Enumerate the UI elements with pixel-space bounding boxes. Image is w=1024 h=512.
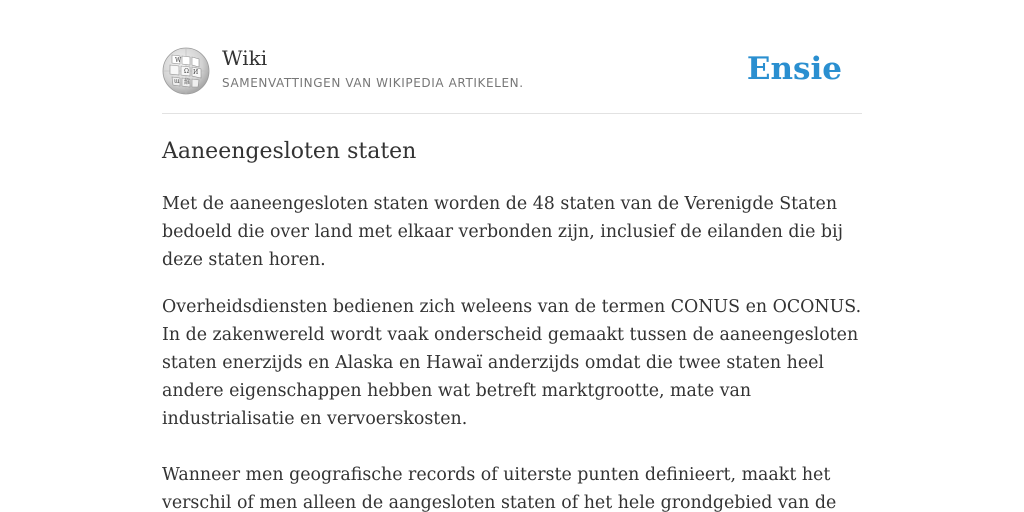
article-paragraph: Overheidsdiensten bedienen zich weleens van de termen CONUS en OCONUS. In de zakenwereld wordt vaak onderscheid gemaakt tussen de aaneengesloten staten enerzijds en Alaska en Hawaï anderzijds omdat die twee staten heel andere eigenschappen hebben wat betreft marktgrootte, mate van industrialisatie en vervoerskosten. — [162, 297, 862, 429]
svg-text:W: W — [175, 57, 182, 64]
article-paragraph: Wanneer men geografische records of uiterste punten definieert, maakt het verschil of men alleen de aangesloten staten of het hele grondgebied van de — [162, 465, 837, 512]
site-tagline: SAMENVATTINGEN VAN WIKIPEDIA ARTIKELEN. — [222, 76, 524, 90]
svg-text:維: 維 — [184, 79, 191, 86]
article-title: Aaneengesloten staten — [162, 139, 417, 164]
article-paragraph: Met de aaneengesloten staten worden de 48 staten van de Verenigde Staten bedoeld die over land met elkaar verbonden zijn, inclusief de eilanden die bij deze staten horen. — [162, 194, 843, 270]
ensie-brand-link[interactable]: Ensie — [746, 51, 842, 87]
site-name[interactable]: Wiki — [222, 46, 268, 70]
wikipedia-globe-icon[interactable] — [162, 47, 210, 95]
content-container — [162, 0, 862, 512]
site-header — [162, 0, 862, 114]
svg-text:Ω: Ω — [184, 68, 189, 75]
svg-text:ա: ա — [174, 78, 180, 85]
svg-text:И: И — [193, 69, 199, 76]
